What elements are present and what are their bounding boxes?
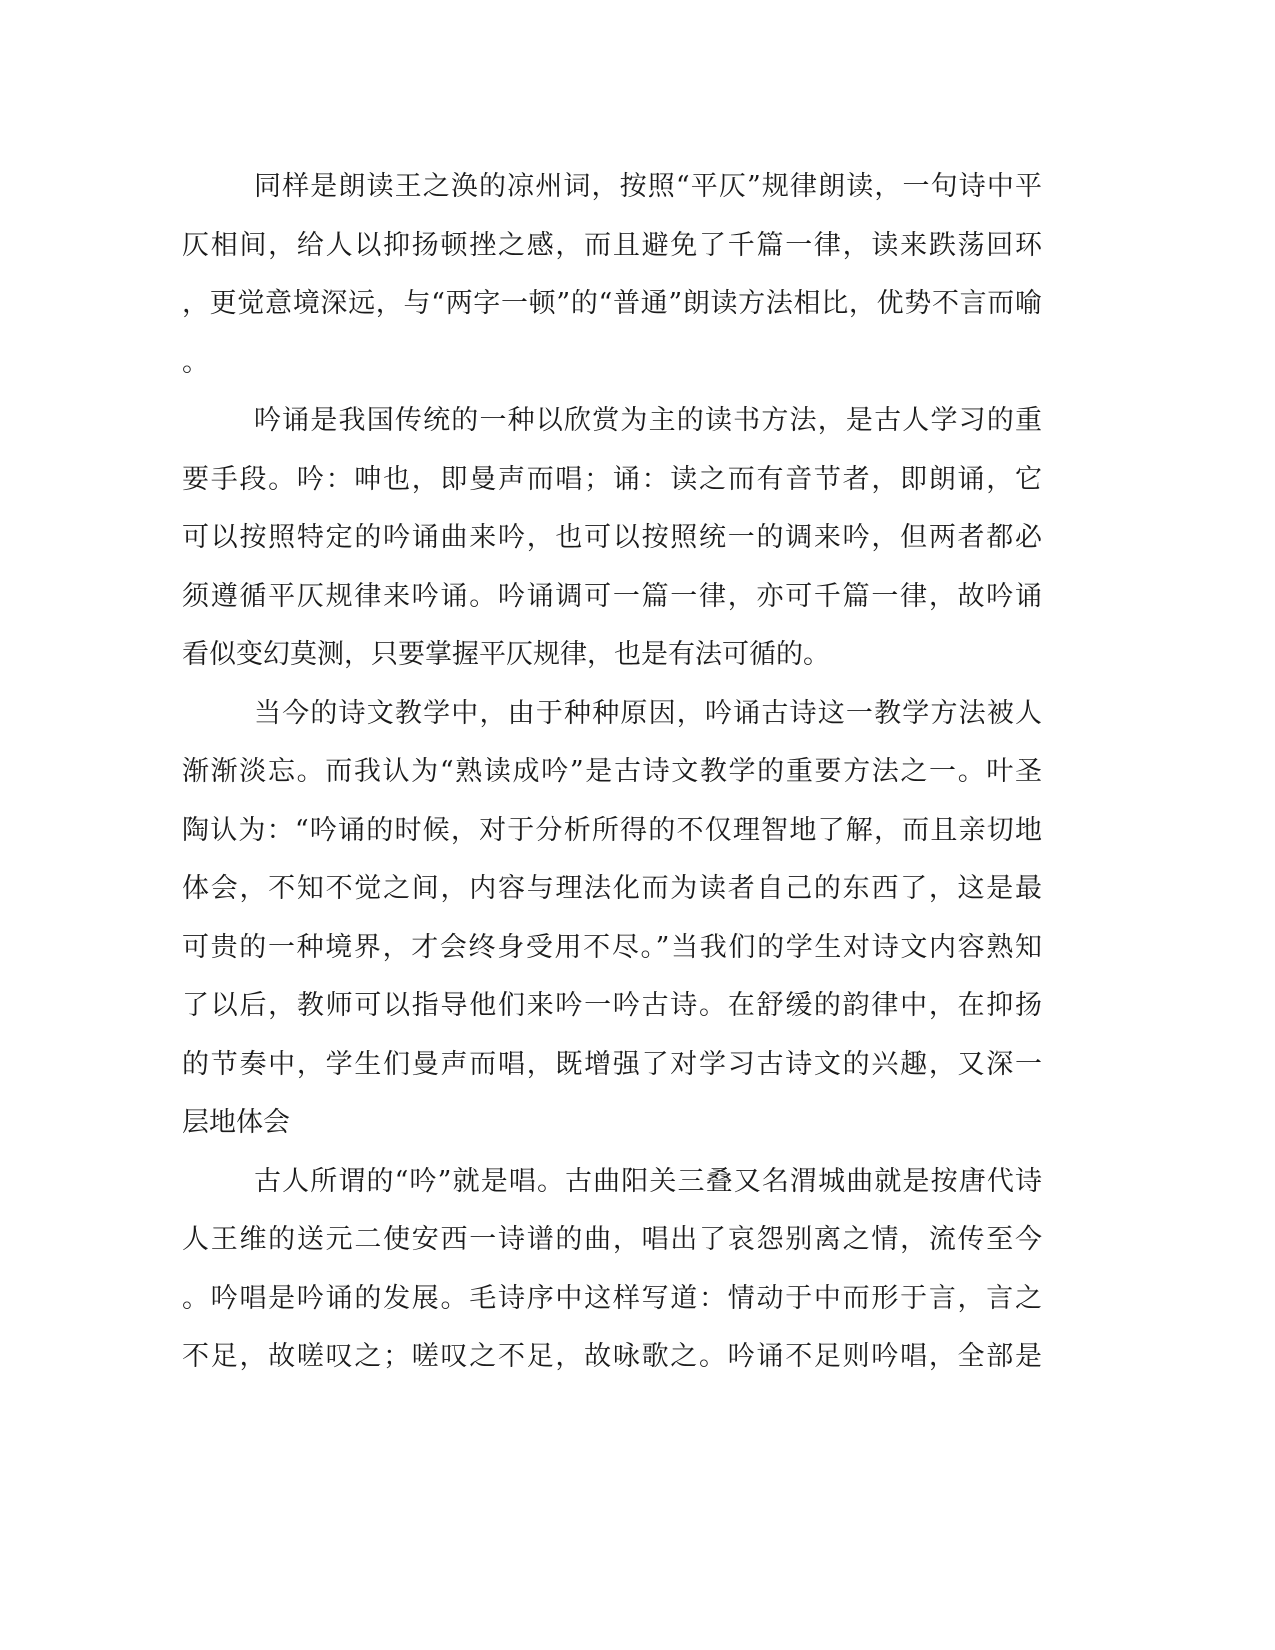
text-line: 了以后，教师可以指导他们来吟一吟古诗。在舒缓的韵律中，在抑扬 [182,990,1042,1021]
text-line: 不足，故嗟叹之；嗟叹之不足，故咏歌之。吟诵不足则吟唱，全部是 [182,1341,1042,1372]
text-line: 可贵的一种境界，才会终身受用不尽。”当我们的学生对诗文内容熟知 [182,931,1042,963]
text-line: 。 [182,346,209,378]
paragraph-3 [182,685,1042,1153]
text-line: 的节奏中，学生们曼声而唱，既增强了对学习古诗文的兴趣，又深一 [182,1048,1042,1080]
text-line: 看似变幻莫测，只要掌握平仄规律，也是有法可循的。 [182,639,830,670]
text-line: 可以按照特定的吟诵曲来吟，也可以按照统一的调来吟，但两者都必 [182,522,1042,553]
text-line: 渐渐淡忘。而我认为“熟读成吟”是古诗文教学的重要方法之一。叶圣 [182,756,1042,787]
text-line: 陶认为：“吟诵的时候，对于分析所得的不仅理智地了解，而且亲切地 [182,814,1042,846]
text-line: 要手段。吟：呻也，即曼声而唱；诵：读之而有音节者，即朗诵，它 [182,463,1042,495]
text-line: ，更觉意境深远，与“两字一顿”的“普通”朗读方法相比，优势不言而喻 [182,288,1042,319]
text-line: 当今的诗文教学中，由于种种原因，吟诵古诗这一教学方法被人 [254,697,1042,729]
paragraph-4 [182,1153,1042,1387]
text-line: 吟诵是我国传统的一种以欣赏为主的读书方法，是古人学习的重 [254,405,1042,436]
text-line: 。吟唱是吟诵的发展。毛诗序中这样写道：情动于中而形于言，言之 [182,1282,1042,1314]
text-line: 仄相间，给人以抑扬顿挫之感，而且避免了千篇一律，读来跌荡回环 [182,229,1042,261]
text-line: 体会，不知不觉之间，内容与理法化而为读者自己的东西了，这是最 [182,873,1042,904]
text-line: 层地体会 [182,1107,290,1138]
text-line: 人王维的送元二使安西一诗谱的曲，唱出了哀怨别离之情，流传至今 [182,1224,1042,1255]
text-line: 同样是朗读王之涣的凉州词，按照“平仄”规律朗读，一句诗中平 [254,171,1042,202]
paragraph-2 [182,392,1042,685]
text-line: 须遵循平仄规律来吟诵。吟诵调可一篇一律，亦可千篇一律，故吟诵 [182,580,1042,612]
body-text [182,158,1042,1387]
text-line: 古人所谓的“吟”就是唱。古曲阳关三叠又名渭城曲就是按唐代诗 [254,1165,1042,1197]
paragraph-1 [182,158,1042,392]
